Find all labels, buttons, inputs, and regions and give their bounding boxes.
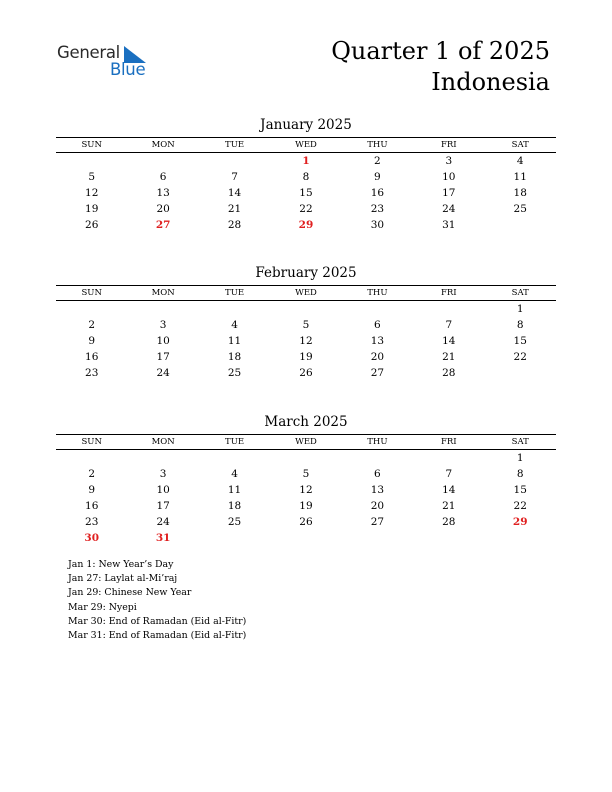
day-cell: 4 [231,468,238,480]
empty-day-cell [270,301,341,317]
day-cell: 5 [88,171,96,183]
week-row [56,530,556,546]
empty-day-cell [127,450,198,466]
week-row [56,153,556,169]
week-row [56,466,556,482]
weekday-label: TUE [225,437,245,447]
day-cell: 31 [155,532,171,544]
day-cell: 16 [85,351,99,363]
day-cell: 3 [159,468,167,480]
day-cell: 18 [227,351,242,363]
day-cell: 26 [299,516,313,528]
empty-day-cell [199,450,270,466]
day-cell: 30 [370,219,385,231]
week-row [56,365,556,381]
day-cell: 19 [299,351,313,363]
day-cell: 2 [88,468,96,480]
holiday-note: Mar 31: End of Ramadan (Eid al-Fitr) [68,630,247,642]
title-country: Indonesia [431,68,550,96]
day-cell: 29 [298,219,314,231]
day-cell: 21 [442,500,456,512]
day-cell: 15 [299,187,313,199]
day-cell: 17 [442,187,456,199]
day-cell: 1 [302,155,310,167]
day-cell: 18 [227,500,242,512]
empty-day-cell [127,301,198,317]
holiday-note: Jan 27: Laylat al-Mi’raj [68,573,178,585]
weekday-label: WED [295,288,317,298]
holiday-note: Jan 1: New Year’s Day [68,559,174,570]
page-title [331,36,550,98]
day-cell: 2 [374,155,381,167]
day-cell: 20 [370,500,385,512]
day-cell: 25 [227,516,242,528]
day-cell: 9 [88,335,96,347]
day-cell: 1 [516,303,524,315]
week-row [56,514,556,530]
day-cell: 20 [370,351,385,363]
day-cell: 12 [299,335,313,347]
day-cell: 1 [516,452,524,464]
day-cell: 23 [85,516,99,528]
empty-day-cell [485,530,556,546]
weekday-label: SUN [81,288,102,298]
month-calendar-february [56,264,556,381]
day-cell: 12 [85,187,99,199]
day-cell: 8 [516,319,524,331]
weekday-label: SAT [511,288,529,298]
day-cell: 27 [370,367,385,379]
week-row [56,450,556,466]
day-cell: 30 [84,532,100,544]
weekday-label: FRI [440,140,457,150]
empty-day-cell [199,153,270,169]
day-cell: 23 [85,367,99,379]
week-row [56,185,556,201]
day-cell: 24 [156,516,170,528]
week-row [56,301,556,317]
day-cell: 5 [302,468,310,480]
weekday-label: SAT [511,437,529,447]
empty-day-cell [413,450,484,466]
day-cell: 17 [156,351,170,363]
day-cell: 6 [374,468,381,480]
weekday-label: TUE [225,140,245,150]
day-cell: 31 [442,219,456,231]
day-cell: 27 [370,516,385,528]
day-cell: 5 [302,319,310,331]
weekday-header-row [56,138,556,153]
empty-day-cell [342,301,413,317]
day-cell: 12 [299,484,313,496]
day-cell: 13 [370,484,385,496]
weekday-label: MON [151,140,175,150]
month-calendar-january [56,116,556,233]
day-cell: 17 [156,500,170,512]
empty-day-cell [199,530,270,546]
day-cell: 15 [513,335,527,347]
day-cell: 20 [156,203,170,215]
day-cell: 22 [299,203,313,215]
day-cell: 23 [370,203,385,215]
day-cell: 27 [155,219,171,231]
day-cell: 11 [513,171,527,183]
week-row [56,333,556,349]
day-cell: 10 [156,335,170,347]
day-cell: 6 [374,319,381,331]
weekday-header-row [56,435,556,450]
day-cell: 25 [513,203,527,215]
day-cell: 7 [445,468,453,480]
empty-day-cell [270,450,341,466]
day-cell: 10 [442,171,456,183]
holiday-note: Jan 29: Chinese New Year [68,587,192,599]
weekday-label: FRI [440,437,457,447]
day-cell: 7 [231,171,238,183]
empty-day-cell [56,301,127,317]
day-cell: 13 [156,187,170,199]
week-row [56,317,556,333]
logo-text-general: General [57,43,120,62]
week-row [56,169,556,185]
day-cell: 18 [513,187,527,199]
holiday-note: Mar 29: Nyepi [68,601,137,613]
day-cell: 29 [512,516,528,528]
week-row [56,201,556,217]
day-cell: 14 [442,484,456,496]
empty-day-cell [127,153,198,169]
day-cell: 24 [442,203,456,215]
month-calendar-march [56,413,556,546]
day-cell: 4 [516,155,524,167]
empty-day-cell [485,365,556,381]
weekday-label: THU [367,437,388,447]
weekday-label: THU [367,288,388,298]
empty-day-cell [342,530,413,546]
weekday-header-row [56,286,556,301]
day-cell: 19 [299,500,313,512]
day-cell: 24 [156,367,170,379]
day-cell: 15 [513,484,527,496]
weekday-label: THU [367,140,388,150]
weekday-label: MON [151,288,175,298]
day-cell: 6 [159,171,167,183]
day-cell: 11 [227,335,242,347]
day-cell: 28 [442,367,456,379]
empty-day-cell [56,450,127,466]
day-cell: 14 [227,187,242,199]
day-cell: 21 [227,203,242,215]
week-row [56,498,556,514]
day-cell: 16 [370,187,385,199]
day-cell: 22 [513,500,527,512]
day-cell: 3 [159,319,167,331]
holiday-notes [68,558,246,643]
day-cell: 16 [85,500,99,512]
day-cell: 26 [85,219,99,231]
month-title: January 2025 [260,117,352,133]
weekday-label: WED [295,437,317,447]
weekday-label: MON [151,437,175,447]
day-cell: 8 [516,468,524,480]
day-cell: 10 [156,484,170,496]
day-cell: 3 [445,155,453,167]
empty-day-cell [56,153,127,169]
month-title: February 2025 [255,265,357,281]
weekday-label: TUE [225,288,245,298]
day-cell: 26 [299,367,313,379]
logo-text-blue: Blue [110,60,146,79]
title-quarter: Quarter 1 of 2025 [331,37,550,65]
empty-day-cell [413,301,484,317]
day-cell: 22 [513,351,527,363]
day-cell: 11 [227,484,242,496]
weekday-label: FRI [440,288,457,298]
day-cell: 13 [370,335,385,347]
day-cell: 21 [442,351,456,363]
week-row [56,349,556,365]
week-row [56,482,556,498]
month-title: March 2025 [264,414,348,430]
day-cell: 8 [302,171,310,183]
empty-day-cell [413,530,484,546]
empty-day-cell [199,301,270,317]
empty-day-cell [342,450,413,466]
weekday-label: SUN [81,437,102,447]
day-cell: 28 [227,219,242,231]
brand-logo [57,43,157,83]
empty-day-cell [270,530,341,546]
weekday-label: WED [295,140,317,150]
day-cell: 9 [88,484,96,496]
empty-day-cell [485,217,556,233]
week-row [56,217,556,233]
day-cell: 9 [374,171,381,183]
day-cell: 14 [442,335,456,347]
weekday-label: SUN [81,140,102,150]
day-cell: 28 [442,516,456,528]
day-cell: 4 [231,319,238,331]
holiday-note: Mar 30: End of Ramadan (Eid al-Fitr) [68,615,247,627]
day-cell: 7 [445,319,453,331]
day-cell: 19 [85,203,99,215]
day-cell: 25 [227,367,242,379]
weekday-label: SAT [511,140,529,150]
day-cell: 2 [88,319,96,331]
